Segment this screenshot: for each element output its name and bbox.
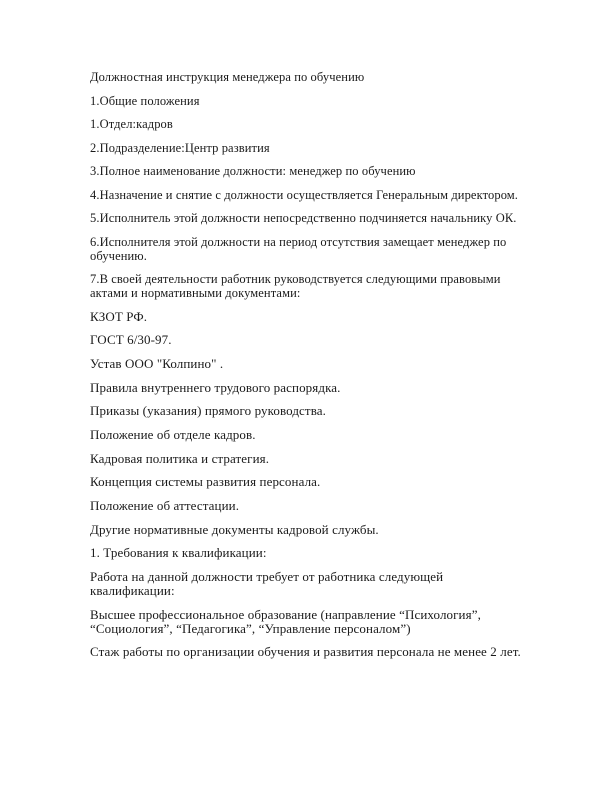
legal-doc-item: Приказы (указания) прямого руководства. — [90, 403, 326, 419]
legal-doc-item: ГОСТ 6/30-97. — [90, 332, 172, 348]
item-department: 1.Отдел:кадров — [90, 117, 173, 131]
item-substitution: 6.Исполнителя этой должности на период отсутствия замещает менеджер по обучению. — [90, 234, 507, 263]
item-position-name: 3.Полное наименование должности: менеджер по обучению — [90, 164, 416, 178]
legal-doc-item: КЗОТ РФ. — [90, 308, 148, 324]
document-page — [90, 70, 530, 669]
legal-doc-item: Правила внутреннего трудового распорядка. — [90, 379, 341, 395]
qualification-education: Высшее профессиональное образование (направление “Психология”, “Социология”, “Педагогика”, “Управление персоналом”) — [90, 606, 481, 636]
item-guiding-documents: 7.В своей деятельности работник руководствуется следующими правовыми актами и нормативными документами: — [90, 272, 501, 300]
qualification-experience: Стаж работы по организации обучения и развития персонала не менее 2 лет. — [90, 644, 521, 660]
section-heading-general: 1.Общие положения — [90, 93, 200, 108]
item-subdivision: 2.Подразделение:Центр развития — [90, 140, 270, 155]
qualification-intro: Работа на данной должности требует от работника следующей квалификации: — [90, 569, 444, 599]
legal-doc-item: Концепция системы развития персонала. — [90, 474, 321, 490]
legal-doc-item: Положение об отделе кадров. — [90, 426, 256, 442]
legal-doc-item: Устав ООО "Колпино" . — [90, 355, 224, 371]
document-title: Должностная инструкция менеджера по обучению — [90, 70, 365, 84]
legal-doc-item: Другие нормативные документы кадровой службы. — [90, 521, 379, 537]
legal-doc-item: Положение об аттестации. — [90, 498, 240, 513]
section-heading-qualification: 1. Требования к квалификации: — [90, 545, 267, 561]
item-subordination: 5.Исполнитель этой должности непосредственно подчиняется начальнику ОК. — [90, 211, 517, 225]
legal-doc-item: Кадровая политика и стратегия. — [90, 450, 270, 466]
item-appointment: 4.Назначение и снятие с должности осуществляется Генеральным директором. — [90, 187, 519, 202]
